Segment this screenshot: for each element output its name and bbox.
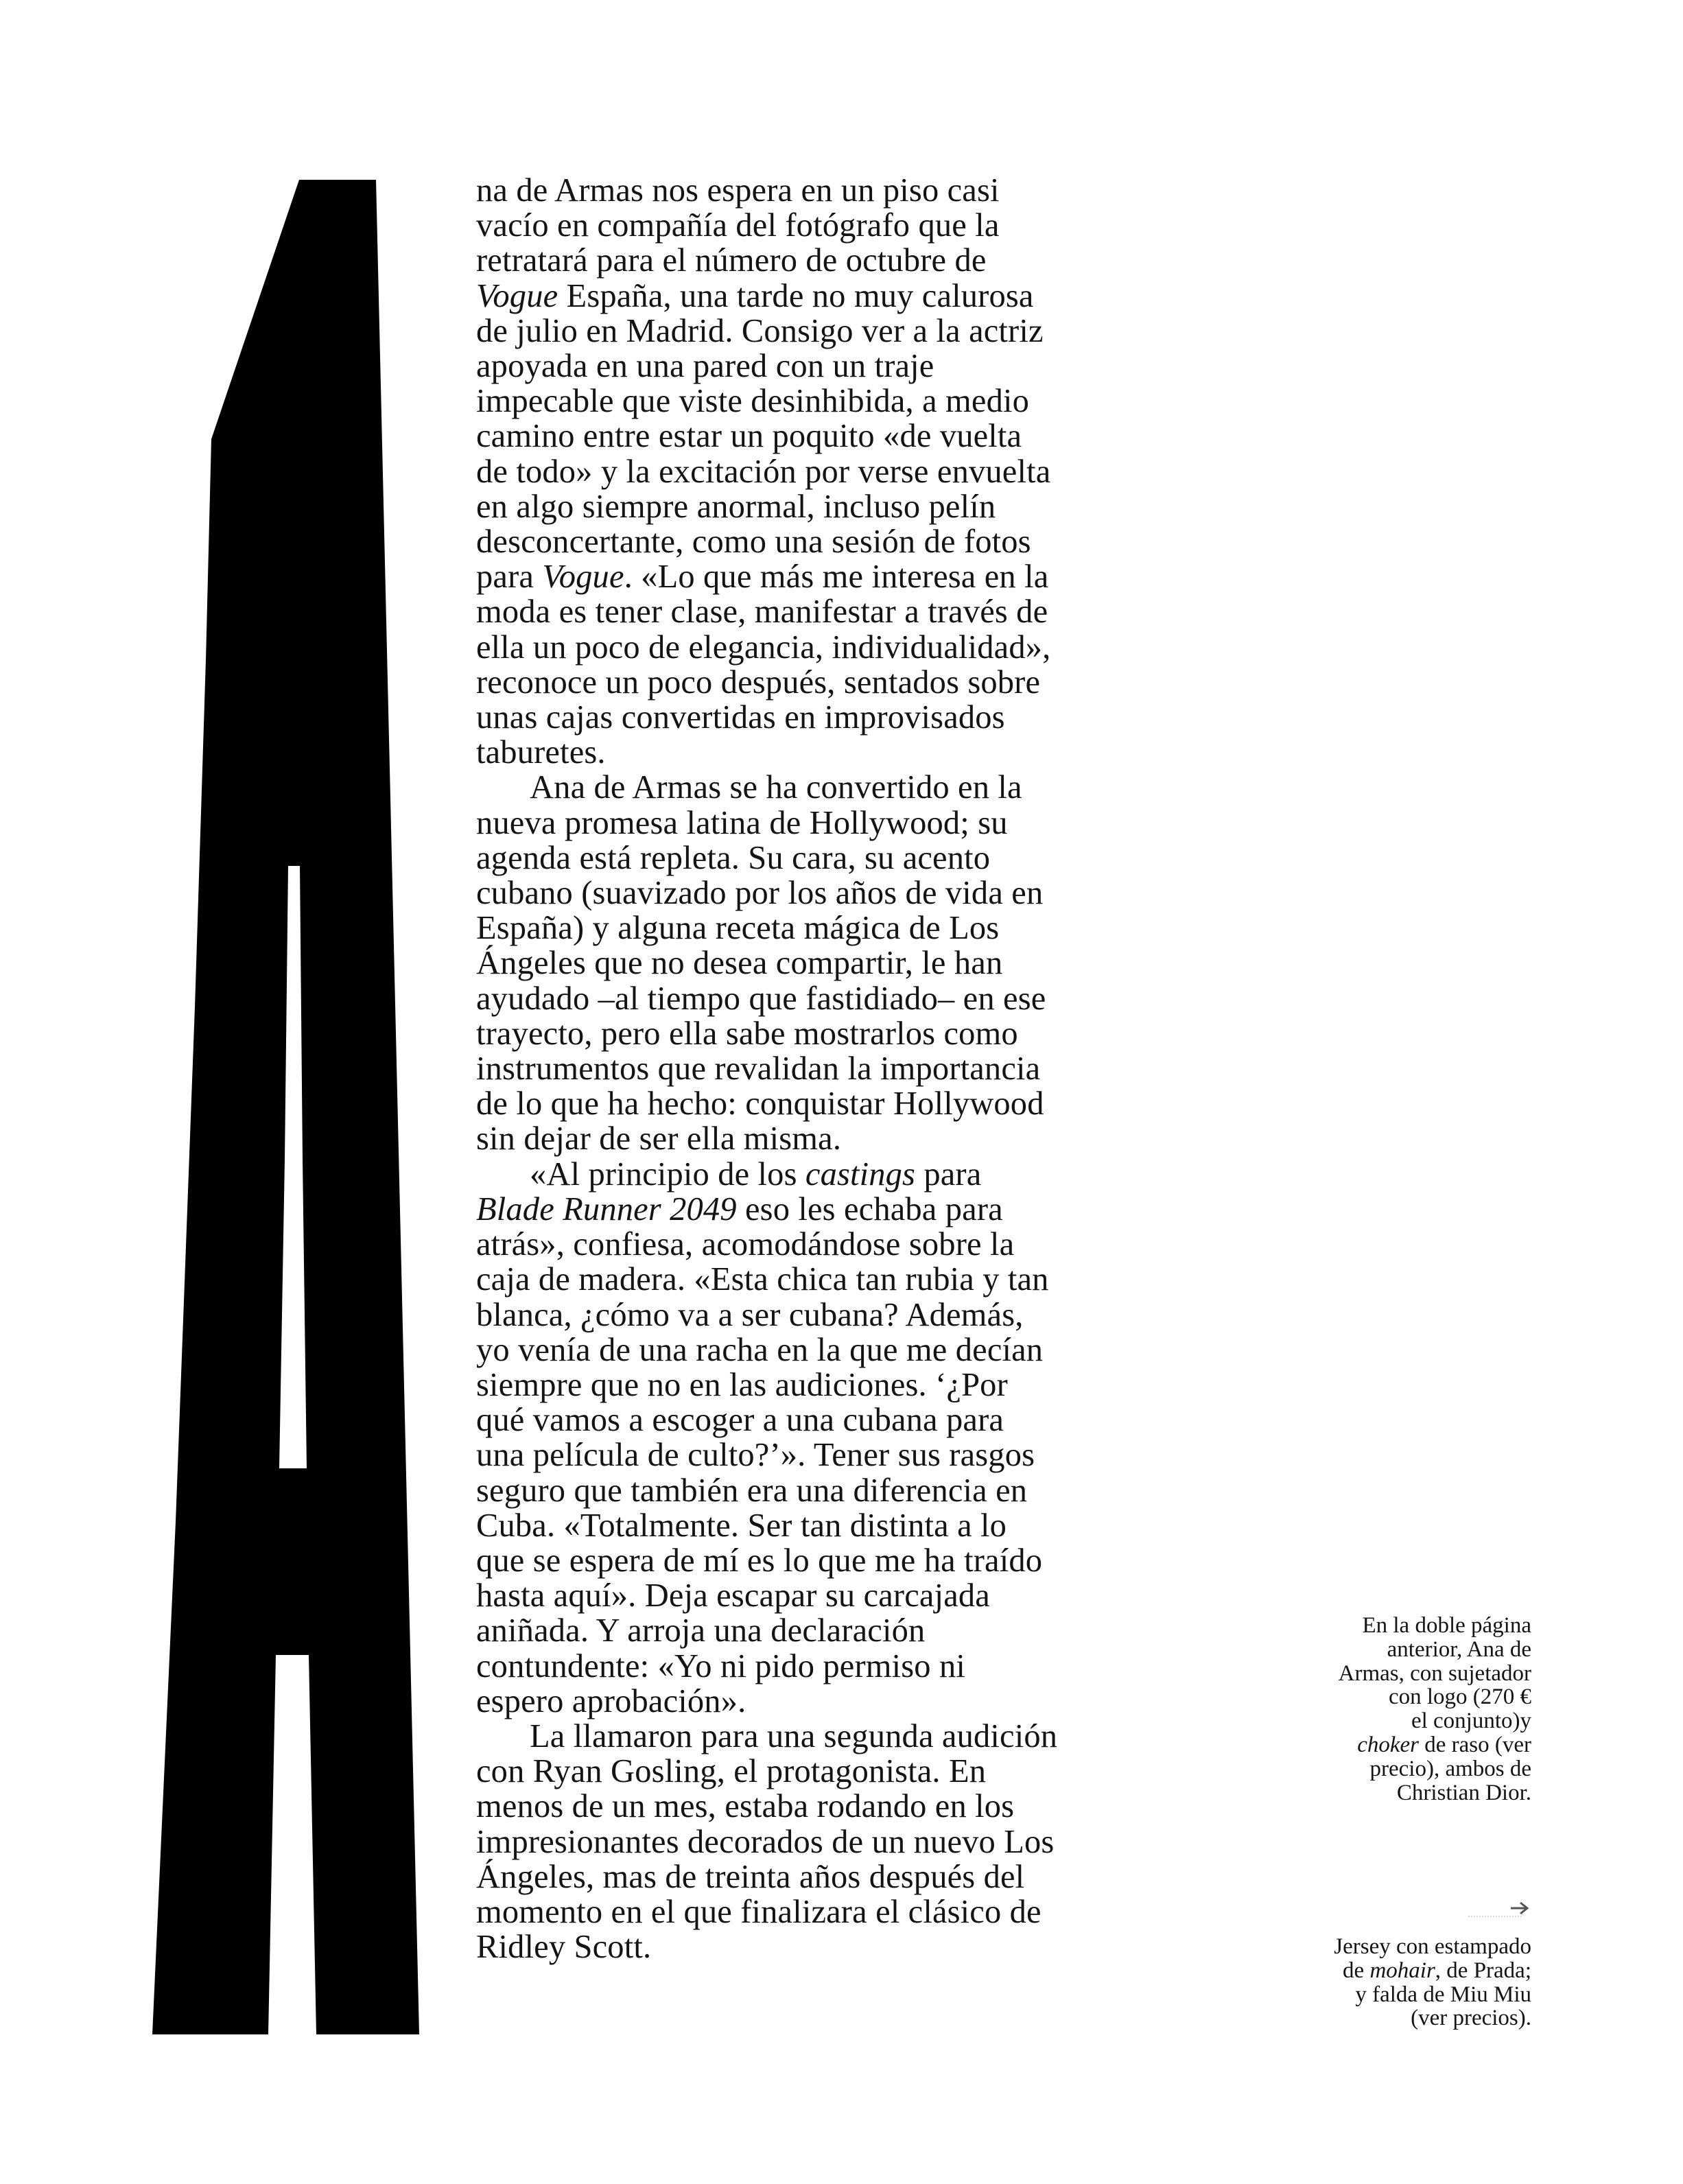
text-run: En la doble página: [1362, 1613, 1531, 1638]
caption-line: [1298, 1709, 1531, 1733]
caption-line: [1298, 1959, 1531, 1983]
caption-previous-spread: [1298, 1614, 1531, 1805]
italic-text: Vogue: [542, 559, 624, 596]
text-run: de: [1343, 1958, 1370, 1983]
article-paragraph: [476, 1157, 1059, 1719]
caption-line: [1298, 1983, 1531, 2007]
caption-current-look: [1298, 1935, 1531, 2030]
text-run: para: [915, 1155, 982, 1193]
caption-line: [1298, 1757, 1531, 1781]
text-run: Ana de Armas se ha convertido en la nueva promesa latina de Hollywood; su agenda está repleta. Su cara, su acento cubano (suavizado por los años de vida en España) y alguna receta mágica de Los Ángeles que no desea compartir, le han ayudado –al tiempo que fastidiado– en ese trayecto, pero ella sabe mostrarlos como instrumentos que revalidan la importancia de lo que ha hecho: conquistar Hollywood sin dejar de ser ella misma.: [476, 769, 1046, 1158]
text-run: Armas, con sujetador: [1338, 1660, 1531, 1686]
text-run: (ver precios).: [1411, 2006, 1531, 2031]
caption-line: [1298, 1685, 1531, 1709]
article-paragraph: [476, 770, 1059, 1156]
caption-line: [1298, 1662, 1531, 1686]
drop-cap-a-shape: [152, 180, 419, 2034]
article-paragraph: [476, 1719, 1059, 1964]
caption-line: [1298, 2006, 1531, 2030]
article-paragraph: [476, 173, 1059, 770]
text-run: na de Armas nos espera en un piso casi vacío en compañía del fotógrafo que la retratará para el número de octubre de: [476, 172, 1000, 279]
italic-text: mohair: [1369, 1958, 1435, 1983]
text-run: España, una tarde no muy calurosa de julio en Madrid. Consigo ver a la actriz apoyada en una pared con un traje impecable que viste desinhibida, a medio camino entre estar un poquito «de vuelta de todo» y la excitación por verse envuelta en algo siempre anormal, incluso pelín desconcertante, como una sesión de fotos para: [476, 277, 1051, 596]
text-run: Jersey con estampado: [1334, 1934, 1531, 1959]
caption-line: [1298, 1935, 1531, 1959]
arrow-marker-icon: [1509, 1901, 1530, 1916]
caption-line: [1298, 1733, 1531, 1757]
text-run: Christian Dior.: [1396, 1780, 1531, 1805]
italic-text: choker: [1357, 1732, 1419, 1757]
italic-text: Vogue: [476, 277, 558, 314]
text-run: , de Prada;: [1435, 1958, 1531, 1983]
text-run: eso les echaba para atrás», confiesa, acomodándose sobre la caja de madera. «Esta chica tan rubia y tan blanca, ¿cómo va a ser cubana? Además, yo venía de una racha en la que me decían siempre que no en las audiciones. ‘¿Por qué vamos a escoger a una cubana para una película de culto?’». Tener sus rasgos seguro que también era una diferencia en Cuba. «Totalmente. Ser tan distinta a lo que se espera de mí es lo que me ha traído hasta aquí». Deja escapar su carcajada aniñada. Y arroja una declaración contundente: «Yo ni pido permiso ni espero aprobación».: [476, 1190, 1049, 1719]
text-run: el conjunto)y: [1411, 1709, 1531, 1734]
text-run: anterior, Ana de: [1387, 1636, 1531, 1662]
text-run: «Al principio de los: [530, 1155, 805, 1193]
text-run: . «Lo que más me interesa en la moda es tener clase, manifestar a través de ella un poco de elegancia, individualidad», reconoce un poco después, sentados sobre unas cajas convertidas en improvisados taburetes.: [476, 559, 1051, 771]
text-run: con logo (270 €: [1388, 1684, 1531, 1710]
caption-line: [1298, 1614, 1531, 1638]
text-run: La llamaron para una segunda audición con Ryan Gosling, el protagonista. En menos de un mes, estaba rodando en los impresionantes decorados de un nuevo Los Ángeles, mas de treinta años después del momento en el que finalizara el clásico de Ridley Scott.: [476, 1717, 1058, 1966]
text-run: y falda de Miu Miu: [1355, 1982, 1531, 2007]
italic-text: Blade Runner 2049: [476, 1190, 737, 1228]
article-body: [476, 173, 1059, 1964]
text-run: precio), ambos de: [1369, 1756, 1531, 1781]
caption-line: [1298, 1781, 1531, 1805]
italic-text: castings: [805, 1155, 916, 1193]
text-run: de raso (ver: [1418, 1732, 1531, 1757]
dotted-divider: [1468, 1916, 1522, 1918]
caption-line: [1298, 1638, 1531, 1662]
